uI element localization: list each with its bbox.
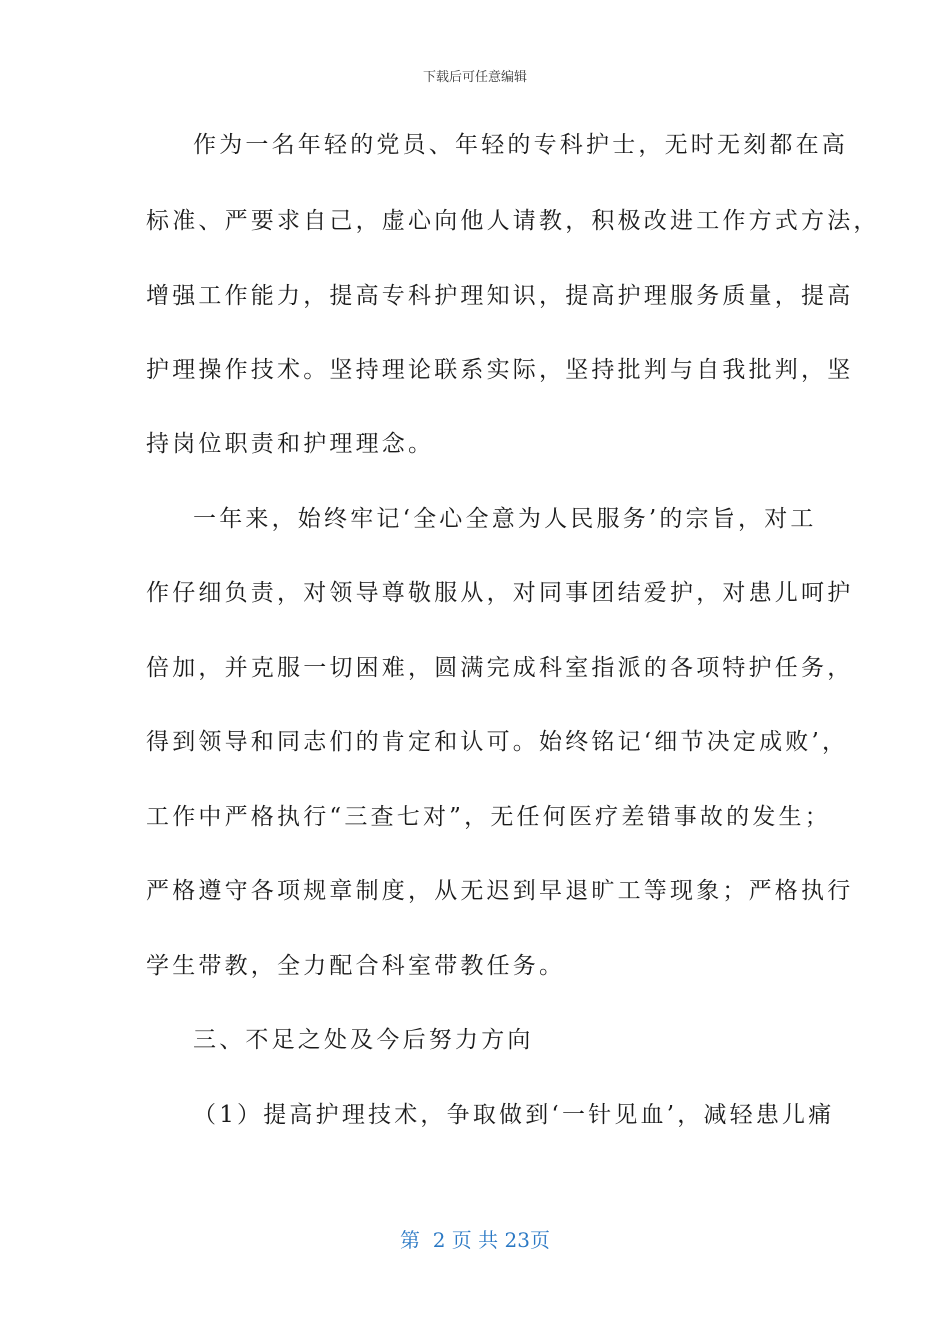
paragraph-line: （1）提高护理技术，争取做到‘一针见血’，减轻患儿痛 (193, 1102, 835, 1128)
paragraph-line: 工作中严格执行“三查七对”，无任何医疗差错事故的发生； (146, 804, 831, 830)
page-number-footer: 第 2 页 共 23页 (400, 1228, 550, 1252)
paragraph-line: 持岗位职责和护理理念。 (146, 431, 435, 457)
paragraph-line: 增强工作能力，提高专科护理知识，提高护理服务质量，提高 (146, 283, 854, 309)
paragraph-line: 作仔细负责，对领导尊敬服从，对同事团结爱护，对患儿呵护 (146, 580, 854, 606)
paragraph-line: 作为一名年轻的党员、年轻的专科护士，无时无刻都在高 (193, 132, 848, 158)
page-header: 下载后可任意编辑 (422, 70, 527, 85)
paragraph-line: 学生带教，全力配合科室带教任务。 (146, 953, 566, 979)
paragraph-line: 倍加，并克服一切困难，圆满完成科室指派的各项特护任务， (146, 655, 854, 681)
paragraph-line: 严格遵守各项规章制度，从无迟到早退旷工等现象；严格执行 (146, 878, 854, 904)
paragraph-line: 得到领导和同志们的肯定和认可。始终铭记‘细节决定成败’， (146, 729, 849, 755)
section-heading: 三、不足之处及今后努力方向 (193, 1027, 534, 1053)
paragraph-line: 一年来，始终牢记‘全心全意为人民服务’的宗旨，对工 (193, 506, 817, 532)
paragraph-line: 护理操作技术。坚持理论联系实际，坚持批判与自我批判，坚 (146, 357, 854, 383)
paragraph-line: 标准、严要求自己，虚心向他人请教，积极改进工作方式方法， (146, 208, 880, 234)
